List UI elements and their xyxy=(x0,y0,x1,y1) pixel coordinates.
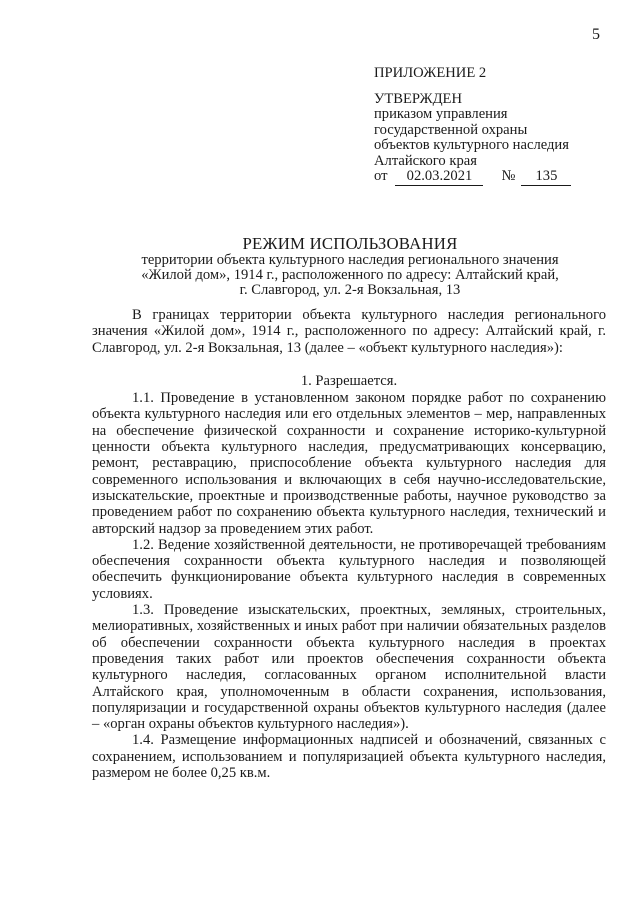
order-date: 02.03.2021 xyxy=(395,169,483,186)
approval-stamp-block xyxy=(374,66,624,186)
order-date-number-line xyxy=(374,169,624,186)
section-heading: 1. Разрешается. xyxy=(300,372,398,389)
date-prefix: от xyxy=(374,168,388,184)
page-number: 5 xyxy=(592,26,600,43)
title-block xyxy=(100,235,600,299)
item-paragraph: 1.3. Проведение изыскательских, проектных, земляных, строительных, мелиоративных, хозяйственных и иных работ при наличии обязательных разделов об обеспечении сохранности объекта культурного наследия в проектах проведения таких работ или проектов обеспечения сохранности объекта культурного наследия, согласованных органом исполнительной власти Алтайского края, уполномоченным в области сохранения, использования, популяризации и государственной охраны объектов культурного наследия (далее – «орган охраны объектов культурного наследия»). xyxy=(92,602,606,733)
intro-paragraph: В границах территории объекта культурного наследия регионального значения «Жилой дом», 1914 г., расположенного по адресу: Алтайский край, г. Славгород, ул. 2-я Вокзальная, 13 (далее – «объект культурного наследия»): xyxy=(92,307,606,356)
document-title: РЕЖИМ ИСПОЛЬЗОВАНИЯ xyxy=(242,234,458,253)
appendix-label: ПРИЛОЖЕНИЕ 2 xyxy=(374,65,487,81)
order-line: объектов культурного наследия xyxy=(374,137,569,153)
order-line: приказом управления xyxy=(374,106,508,122)
item-paragraph: 1.2. Ведение хозяйственной деятельности, не противоречащей требованиям обеспечения сохранности объекта культурного наследия и позволяющей обеспечить функционирование объекта культурного наследия в современных условиях. xyxy=(92,536,606,602)
subtitle-line: г. Славгород, ул. 2-я Вокзальная, 13 xyxy=(239,282,461,299)
subtitle-line: «Жилой дом», 1914 г., расположенного по адресу: Алтайский край, xyxy=(141,267,559,284)
approved-label: УТВЕРЖДЕН xyxy=(374,90,462,107)
subtitle-line: территории объекта культурного наследия регионального значения xyxy=(141,252,559,268)
item-paragraph: 1.1. Проведение в установленном законом порядке работ по сохранению объекта культурного наследия или его отдельных элементов – мер, направленных на обеспечение физической сохранности и сохранение историко-культурной ценности объекта культурного наследия, предусматривающих консервацию, ремонт, реставрацию, приспособление объекта культурного наследия для современного использования и включающих в себя научно-исследовательские, изыскательские, проектные и производственные работы, научное руководство за проведением работ по сохранению объекта культурного наследия, технический и авторский надзор за проведением этих работ. xyxy=(92,390,606,537)
item-paragraph: 1.4. Размещение информационных надписей и обозначений, связанных с сохранением, использованием и популяризацией объекта культурного наследия, размером не более 0,25 кв.м. xyxy=(92,732,606,782)
order-line: Алтайского края xyxy=(374,152,477,169)
order-line: государственной охраны xyxy=(374,121,528,138)
number-sign: № xyxy=(501,168,516,184)
order-number: 135 xyxy=(521,169,571,186)
document-body xyxy=(92,307,606,781)
